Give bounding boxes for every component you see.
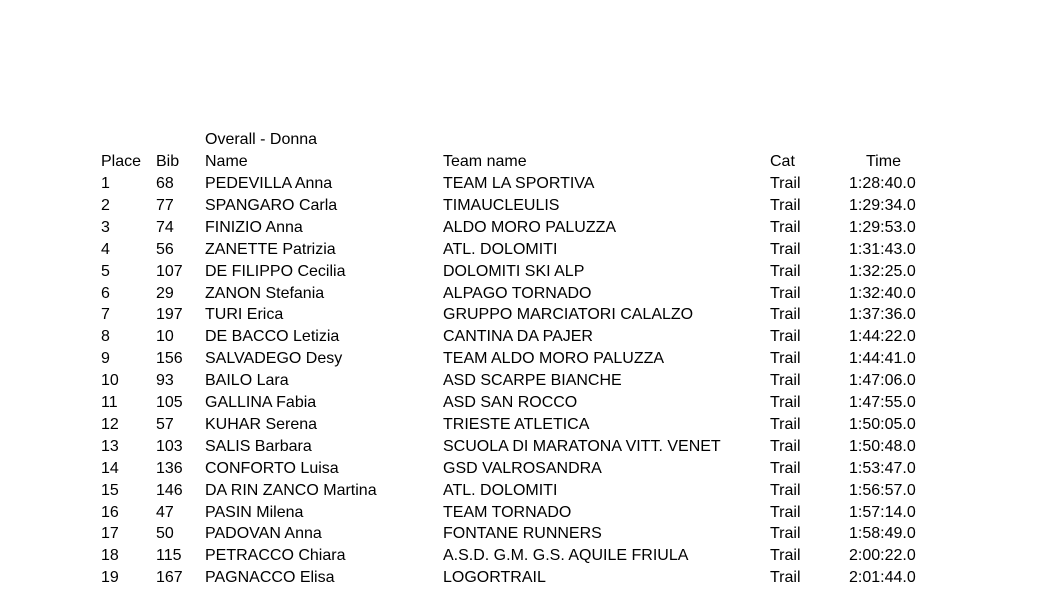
- cell-place: 10: [101, 372, 119, 390]
- cell-bib: 197: [156, 306, 183, 324]
- table-row: [0, 436, 1058, 458]
- cell-name: SALVADEGO Desy: [205, 350, 343, 368]
- cell-place: 1: [101, 175, 110, 192]
- section-title: Overall - Donna: [205, 131, 318, 148]
- cell-cat: Trail: [770, 240, 801, 258]
- cell-time: 1:31:43.0: [849, 240, 916, 258]
- cell-bib: 57: [156, 415, 174, 433]
- cell-time: 1:28:40.0: [849, 175, 916, 192]
- cell-team: A.S.D. G.M. G.S. AQUILE FRIULA: [443, 547, 689, 565]
- cell-place: 7: [101, 306, 110, 324]
- cell-bib: 50: [156, 525, 174, 543]
- cell-team: LOGORTRAIL: [443, 569, 546, 587]
- cell-time: 1:44:41.0: [849, 350, 916, 368]
- table-row: [0, 567, 1058, 589]
- cell-bib: 93: [156, 372, 174, 390]
- cell-team: CANTINA DA PAJER: [443, 328, 593, 346]
- cell-place: 4: [101, 240, 110, 258]
- cell-time: 1:37:36.0: [849, 306, 916, 324]
- table-row: [0, 283, 1058, 305]
- cell-bib: 167: [156, 569, 183, 587]
- table-row: [0, 458, 1058, 480]
- cell-team: ATL. DOLOMITI: [443, 481, 558, 499]
- cell-bib: 47: [156, 503, 174, 521]
- header-bib: Bib: [156, 153, 180, 170]
- cell-name: ZANETTE Patrizia: [205, 240, 336, 258]
- cell-cat: Trail: [770, 262, 801, 280]
- cell-place: 19: [101, 569, 119, 587]
- cell-cat: Trail: [770, 415, 801, 433]
- cell-name: DA RIN ZANCO Martina: [205, 481, 377, 499]
- cell-bib: 107: [156, 262, 183, 280]
- cell-bib: 136: [156, 459, 183, 477]
- cell-team: GRUPPO MARCIATORI CALALZO: [443, 306, 694, 324]
- cell-name: SALIS Barbara: [205, 437, 312, 455]
- cell-bib: 115: [156, 547, 182, 565]
- cell-name: CONFORTO Luisa: [205, 459, 339, 477]
- cell-bib: 105: [156, 394, 183, 411]
- cell-name: PAGNACCO Elisa: [205, 569, 335, 587]
- cell-name: BAILO Lara: [205, 372, 289, 390]
- cell-bib: 68: [156, 175, 174, 192]
- cell-time: 1:47:06.0: [849, 372, 916, 390]
- cell-bib: 10: [156, 328, 174, 346]
- table-row: [0, 239, 1058, 261]
- table-row: [0, 326, 1058, 348]
- cell-bib: 74: [156, 218, 174, 236]
- cell-place: 18: [101, 547, 119, 565]
- cell-cat: Trail: [770, 525, 801, 543]
- table-row: [0, 392, 1058, 414]
- cell-cat: Trail: [770, 350, 801, 368]
- cell-cat: Trail: [770, 306, 801, 324]
- cell-time: 1:56:57.0: [849, 481, 916, 499]
- cell-time: 1:47:55.0: [849, 394, 916, 411]
- cell-cat: Trail: [770, 459, 801, 477]
- cell-place: 17: [101, 525, 119, 543]
- cell-place: 6: [101, 284, 110, 302]
- table-row: [0, 217, 1058, 239]
- cell-time: 1:32:40.0: [849, 284, 916, 302]
- cell-time: 1:57:14.0: [849, 503, 916, 521]
- cell-name: TURI Erica: [205, 306, 284, 324]
- cell-team: TEAM ALDO MORO PALUZZA: [443, 350, 665, 368]
- cell-bib: 29: [156, 284, 174, 302]
- cell-name: KUHAR Serena: [205, 415, 318, 433]
- cell-bib: 56: [156, 240, 174, 258]
- cell-name: PETRACCO Chiara: [205, 547, 346, 565]
- cell-cat: Trail: [770, 328, 801, 346]
- cell-time: 2:00:22.0: [849, 547, 916, 565]
- cell-cat: Trail: [770, 481, 801, 499]
- cell-bib: 146: [156, 481, 183, 499]
- table-row: [0, 502, 1058, 524]
- cell-name: PASIN Milena: [205, 503, 304, 521]
- table-row: [0, 261, 1058, 283]
- cell-place: 5: [101, 262, 110, 280]
- cell-bib: 103: [156, 437, 183, 455]
- cell-team: SCUOLA DI MARATONA VITT. VENET: [443, 437, 721, 455]
- cell-place: 11: [101, 394, 118, 411]
- table-row: [0, 523, 1058, 545]
- cell-time: 1:50:48.0: [849, 437, 916, 455]
- cell-time: 1:50:05.0: [849, 415, 916, 433]
- table-row: [0, 304, 1058, 326]
- cell-place: 13: [101, 437, 119, 455]
- cell-name: DE FILIPPO Cecilia: [205, 262, 346, 280]
- table-row: [0, 173, 1058, 195]
- cell-team: ASD SAN ROCCO: [443, 394, 578, 411]
- table-row: [0, 480, 1058, 502]
- cell-place: 9: [101, 350, 110, 368]
- cell-cat: Trail: [770, 394, 801, 411]
- cell-team: ALDO MORO PALUZZA: [443, 218, 617, 236]
- cell-team: FONTANE RUNNERS: [443, 525, 602, 543]
- cell-time: 1:29:53.0: [849, 218, 916, 236]
- cell-cat: Trail: [770, 437, 801, 455]
- cell-place: 2: [101, 196, 110, 214]
- cell-time: 2:01:44.0: [849, 569, 916, 587]
- cell-cat: Trail: [770, 547, 801, 565]
- cell-place: 12: [101, 415, 119, 433]
- cell-name: GALLINA Fabia: [205, 394, 317, 411]
- cell-team: TEAM LA SPORTIVA: [443, 175, 595, 192]
- cell-place: 14: [101, 459, 119, 477]
- cell-time: 1:29:34.0: [849, 196, 916, 214]
- cell-name: DE BACCO Letizia: [205, 328, 340, 346]
- cell-cat: Trail: [770, 284, 801, 302]
- cell-team: TRIESTE ATLETICA: [443, 415, 590, 433]
- cell-team: TIMAUCLEULIS: [443, 196, 560, 214]
- cell-cat: Trail: [770, 218, 801, 236]
- header-time: Time: [866, 153, 901, 170]
- cell-team: GSD VALROSANDRA: [443, 459, 602, 477]
- cell-team: ALPAGO TORNADO: [443, 284, 592, 302]
- cell-name: FINIZIO Anna: [205, 218, 303, 236]
- cell-cat: Trail: [770, 503, 801, 521]
- cell-time: 1:53:47.0: [849, 459, 916, 477]
- table-row: [0, 195, 1058, 217]
- cell-bib: 156: [156, 350, 183, 368]
- cell-bib: 77: [156, 196, 174, 214]
- cell-team: ATL. DOLOMITI: [443, 240, 558, 258]
- table-row: [0, 414, 1058, 436]
- header-cat: Cat: [770, 153, 795, 170]
- cell-place: 15: [101, 481, 119, 499]
- table-row: [0, 545, 1058, 567]
- cell-cat: Trail: [770, 372, 801, 390]
- header-place: Place: [101, 153, 142, 170]
- table-row: [0, 370, 1058, 392]
- cell-team: TEAM TORNADO: [443, 503, 572, 521]
- cell-name: SPANGARO Carla: [205, 196, 338, 214]
- cell-name: PEDEVILLA Anna: [205, 175, 333, 192]
- cell-team: DOLOMITI SKI ALP: [443, 262, 585, 280]
- header-team: Team name: [443, 153, 527, 170]
- cell-cat: Trail: [770, 175, 801, 192]
- cell-name: PADOVAN Anna: [205, 525, 322, 543]
- header-name: Name: [205, 153, 248, 170]
- cell-time: 1:44:22.0: [849, 328, 916, 346]
- cell-place: 3: [101, 218, 110, 236]
- cell-cat: Trail: [770, 569, 801, 587]
- cell-cat: Trail: [770, 196, 801, 214]
- cell-place: 16: [101, 503, 119, 521]
- table-row: [0, 348, 1058, 370]
- cell-time: 1:58:49.0: [849, 525, 916, 543]
- cell-team: ASD SCARPE BIANCHE: [443, 372, 622, 390]
- header-row: [0, 151, 1058, 173]
- cell-time: 1:32:25.0: [849, 262, 916, 280]
- cell-name: ZANON Stefania: [205, 284, 325, 302]
- cell-place: 8: [101, 328, 110, 346]
